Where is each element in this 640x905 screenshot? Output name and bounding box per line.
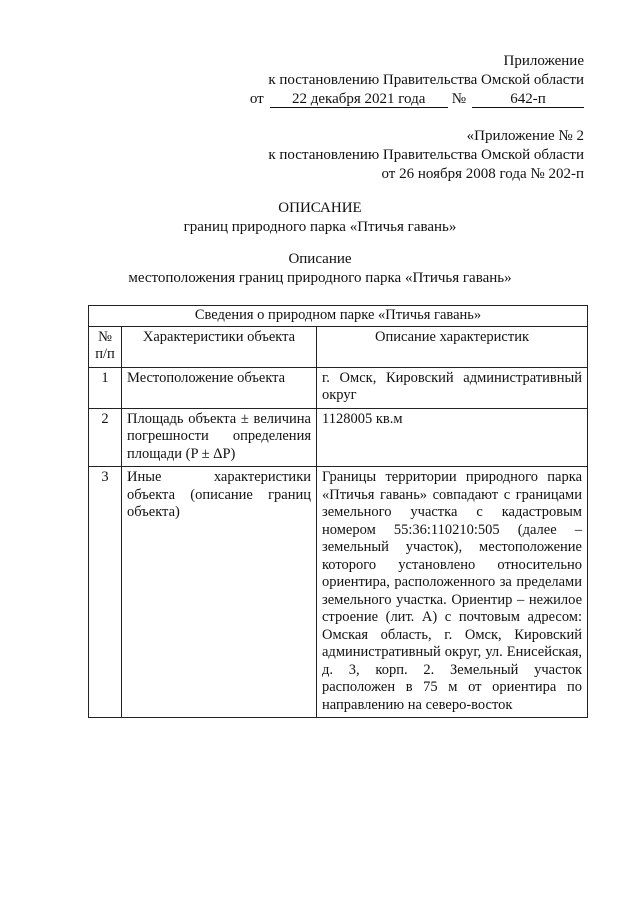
- title-main: ОПИСАНИЕ: [278, 200, 362, 216]
- table-row: [89, 408, 588, 467]
- original-appendix-header: [268, 127, 584, 184]
- original-appendix-title: «Приложение № 2: [466, 128, 584, 144]
- row-no: 2: [89, 408, 122, 467]
- date-prefix: от: [249, 91, 264, 107]
- subtitle-main: Описание: [288, 251, 352, 267]
- park-info-table: [88, 305, 588, 718]
- row-description: 1128005 кв.м: [317, 408, 588, 467]
- row-characteristic: Иные характеристики объекта (описание границ объекта): [122, 467, 317, 718]
- row-description: г. Омск, Кировский административный округ: [317, 367, 588, 408]
- document-subtitle: [0, 250, 640, 288]
- header-characteristic: Характеристики объекта: [122, 326, 317, 367]
- number-value: 642-п: [472, 91, 584, 108]
- row-no: 1: [89, 367, 122, 408]
- original-appendix-resolution: к постановлению Правительства Омской области: [268, 147, 584, 163]
- table-row: [89, 467, 588, 718]
- table-header-row: [89, 326, 588, 367]
- appendix-date-line: [250, 90, 584, 109]
- row-no: 3: [89, 467, 122, 718]
- header-no: № п/п: [89, 326, 122, 367]
- original-appendix-date: от 26 ноября 2008 года № 202-п: [381, 166, 584, 182]
- subtitle-sub: местоположения границ природного парка «Птичья гавань»: [128, 270, 512, 286]
- appendix-header: [250, 52, 584, 109]
- date-value: 22 декабря 2021 года: [270, 91, 448, 108]
- table-caption: Сведения о природном парке «Птичья гавань»: [89, 306, 588, 327]
- row-description: Границы территории природного парка «Птичья гавань» совпадают с границами земельного участка с кадастровым номером 55:36:110210:505 (далее – земельный участок), местоположение которого установлено относительно ориентира, расположенного за пределами земельного участка. Ориентир – нежилое строение (лит. А) с почтовым адресом: Омская область, г. Омск, Кировский административный округ, ул. Енисейская, д. 3, корп. 2. Земельный участок расположен в 75 м от ориентира по направлению на северо-восток: [317, 467, 588, 718]
- table-row: [89, 367, 588, 408]
- appendix-title: Приложение: [503, 53, 584, 69]
- number-prefix: №: [451, 91, 466, 107]
- row-characteristic: Площадь объекта ± величина погрешности определения площади (P ± ΔP): [122, 408, 317, 467]
- document-title: [0, 199, 640, 237]
- appendix-resolution: к постановлению Правительства Омской области: [268, 72, 584, 88]
- header-description: Описание характеристик: [317, 326, 588, 367]
- row-characteristic: Местоположение объекта: [122, 367, 317, 408]
- table-caption-row: [89, 306, 588, 327]
- title-sub: границ природного парка «Птичья гавань»: [183, 219, 457, 235]
